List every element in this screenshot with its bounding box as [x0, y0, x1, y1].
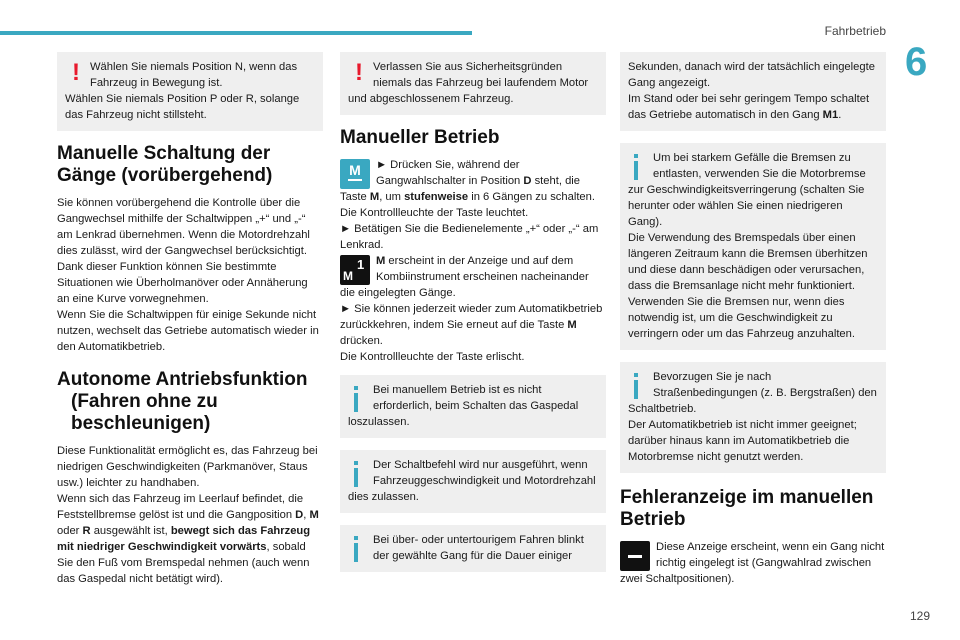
info-icon	[628, 371, 650, 401]
gear-display-icon: M 1	[340, 255, 370, 285]
warning-box-leave-vehicle	[340, 52, 606, 115]
manual-mode-button-icon: M	[340, 159, 370, 189]
info-box-gear-blink	[340, 525, 606, 572]
info-text: Die Verwendung des Bremspedals über einen längeren Zeitraum kann die Bremsen überhitzen und diese dann beschädigen oder verursachen, dass die Bremsanlage nicht mehr funktioniert. Verwenden Sie die Bremsen nur, wenn dies notwendig ist, um die Geschwindigkeit zu verringern oder um das Fahrzeug anzuhalten.	[628, 232, 868, 340]
info-text: Sekunden, danach wird der tatsächlich eingelegte Gang angezeigt.	[628, 61, 875, 89]
info-text: Im Stand oder bei sehr geringem Tempo schaltet das Getriebe automatisch in den Gang M1.	[628, 93, 870, 121]
warning-icon: !	[355, 59, 363, 86]
paragraph: Diese Anzeige erscheint, wenn ein Gang nicht richtig eingelegt ist (Gangwahlrad zwischen zwei Schaltpositionen).	[620, 541, 885, 585]
header-accent-bar	[0, 31, 472, 35]
heading-line-2: Gänge (vorübergehend)	[57, 165, 273, 186]
paragraph: Wenn sich das Fahrzeug im Leerlauf befindet, die Feststellbremse gelöst ist und die Gangposition D, M oder R ausgewählt ist, bewegt sich das Fahrzeug mit niedriger Geschwindigkeit vorwärts, sobald Sie den Fuß vom Bremspedal nehmen (auch wenn das Gaspedal nicht betätigt wird).	[57, 493, 319, 585]
info-text: Bevorzugen Sie je nach Straßenbedingungen (z. B. Bergstraßen) den Schaltbetrieb.	[628, 371, 877, 415]
paragraph: Diese Funktionalität ermöglicht es, das Fahrzeug bei niedrigen Geschwindigkeiten (Parkmanöver, Staus usw.) leichter zu handhaben.	[57, 445, 318, 489]
section-heading-manual-shift	[57, 143, 323, 187]
info-text: Der Automatikbetrieb ist nicht immer geeignet; darüber hinaus kann im Automatikbetrieb die Motorbremse nicht genutzt werden.	[628, 419, 857, 463]
heading-line-1: Manuelle Schaltung der	[57, 143, 271, 164]
info-text: Bei über- oder untertourigem Fahren blinkt der gewählte Gang für die Dauer einiger	[373, 534, 584, 562]
heading-line-1: Autonome Antriebsfunktion	[57, 369, 308, 390]
section-body-fault-display	[620, 539, 886, 587]
info-box-engine-brake	[620, 143, 886, 350]
warning-text-2: Wählen Sie niemals Position P oder R, solange das Fahrzeug nicht stillsteht.	[65, 93, 300, 121]
step-4: ► Sie können jederzeit wieder zum Automatikbetrieb zurückkehren, indem Sie erneut auf die Taste M drücken.	[340, 303, 603, 347]
info-icon	[348, 384, 370, 414]
info-text: Der Schaltbefehl wird nur ausgeführt, wenn Fahrzeuggeschwindigkeit und Motordrehzahl dies zulassen.	[348, 459, 596, 503]
step-1-note: Die Kontrollleuchte der Taste leuchtet.	[340, 207, 529, 219]
gear-fault-dash-icon	[620, 541, 650, 571]
paragraph: Sie können vorübergehend die Kontrolle über die Gangwechsel mithilfe der Schaltwippen „+“ und „-“ am Lenkrad übernehmen. Wenn die Motordrehzahl dies zulässt, wird der Gangwechsel berücksichtigt. Dank dieser Funktion können Sie bestimmte Situationen wie Überholmanöver oder Annäherung an eine Kurve vorwegnehmen.	[57, 197, 310, 305]
step-3: M erscheint in der Anzeige und auf dem Kombiinstrument erscheinen nacheinander die eingelegten Gänge.	[340, 255, 589, 299]
info-text: Um bei starkem Gefälle die Bremsen zu entlasten, verwenden Sie die Motorbremse zur Geschwindigkeitsverringerung (schalten Sie herunter oder wählen Sie einen niedrigeren Gang).	[628, 152, 866, 228]
section-body-manual-mode	[340, 157, 606, 365]
info-box-continued	[620, 52, 886, 131]
section-heading-manual-mode: Manueller Betrieb	[340, 127, 500, 148]
section-body-manual-shift	[57, 195, 323, 355]
warning-icon: !	[72, 59, 80, 86]
paragraph: Wenn Sie die Schaltwippen für einige Sekunde nicht nutzen, wechselt das Getriebe automatisch wieder in den Automatikbetrieb.	[57, 309, 319, 353]
section-heading-fault-display	[620, 487, 886, 531]
info-box-road-conditions	[620, 362, 886, 473]
chapter-number: 6	[905, 40, 928, 84]
heading-line-3: beschleunigen)	[71, 413, 211, 434]
info-icon	[348, 459, 370, 489]
heading-line-2: (Fahren ohne zu	[71, 391, 218, 412]
heading-line-1: Fehleranzeige im manuellen	[620, 487, 874, 508]
page-number: 129	[909, 609, 930, 623]
warning-text-1: Wählen Sie niemals Position N, wenn das Fahrzeug in Bewegung ist.	[90, 61, 298, 89]
section-body-autonomous-drive	[57, 443, 323, 587]
page-header-title: Fahrbetrieb	[824, 24, 886, 38]
info-icon	[628, 152, 650, 182]
warning-box-gear-position	[57, 52, 323, 131]
step-1: ► Drücken Sie, während der Gangwahlschalter in Position D steht, die Taste M, um stufenweise in 6 Gängen zu schalten.	[340, 159, 595, 203]
info-box-throttle	[340, 375, 606, 438]
info-text: Bei manuellem Betrieb ist es nicht erforderlich, beim Schalten das Gaspedal loszulassen.	[348, 384, 579, 428]
column-1	[57, 52, 323, 587]
column-2	[340, 52, 606, 584]
step-2: ► Betätigen Sie die Bedienelemente „+“ oder „-“ am Lenkrad.	[340, 223, 599, 251]
warning-text: Verlassen Sie aus Sicherheitsgründen niemals das Fahrzeug bei laufendem Motor und abgeschlossenem Fahrzeug.	[348, 61, 589, 105]
info-box-shift-command	[340, 450, 606, 513]
section-heading-autonomous-drive	[57, 369, 323, 435]
info-icon	[348, 534, 370, 564]
column-3	[620, 52, 886, 587]
step-4-note: Die Kontrollleuchte der Taste erlischt.	[340, 351, 525, 363]
heading-line-2: Betrieb	[620, 509, 686, 530]
